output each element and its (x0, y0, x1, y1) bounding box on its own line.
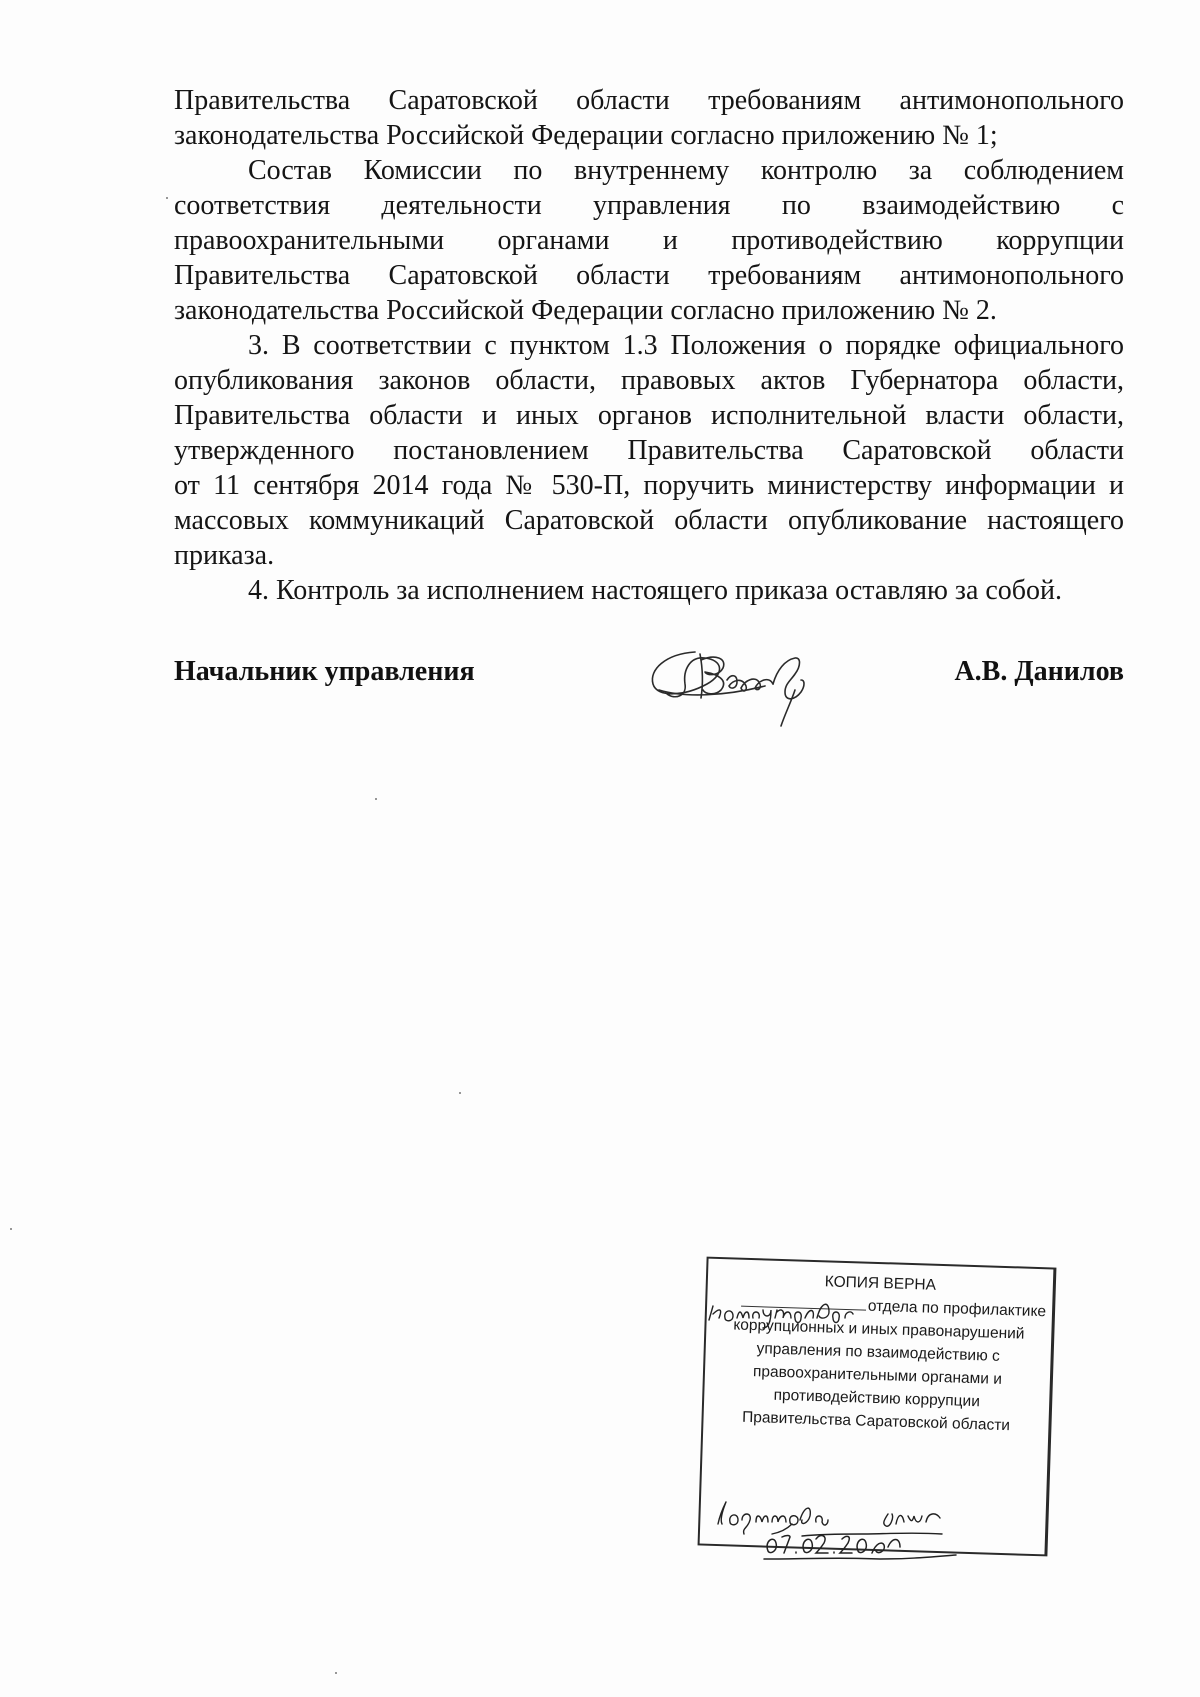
stamp-line: управления по взаимодействию с (756, 1340, 1001, 1365)
stamp-line: коррупционных и иных правонарушений (733, 1316, 1025, 1343)
scan-speck (335, 1672, 337, 1674)
paragraph-line: от 11 сентября 2014 года № 530-П, поручить министерству информации и (174, 470, 1124, 501)
document-body (174, 83, 1124, 608)
paragraph-line: законодательства Российской Федерации согласно приложению № 2. (174, 295, 997, 326)
copy-certified-stamp (698, 1257, 1057, 1557)
paragraph-line: Состав Комиссии по внутреннему контролю за соблюдением (248, 155, 1124, 186)
paragraph-line: соответствия деятельности управления по взаимодействию с (174, 190, 1124, 221)
paragraph-line: утвержденного постановлением Правительства Саратовской области (174, 435, 1124, 466)
scan-speck (10, 1228, 12, 1230)
stamp-blank (741, 1306, 866, 1311)
stamp-line: правоохранительными органами и (752, 1363, 1003, 1388)
paragraph-line: приказа. (174, 540, 275, 571)
paragraph-line: Правительства Саратовской области требованиям антимонопольного (174, 260, 1124, 291)
handwritten-signature (645, 640, 855, 730)
signatory-name: А.В. Данилов (954, 656, 1124, 687)
stamp-line-text: отдела по профилактике (867, 1297, 1047, 1321)
scan-speck (166, 197, 168, 199)
scan-speck (459, 1092, 461, 1094)
paragraph-line: 3. В соответствии с пунктом 1.3 Положения о порядке официального (248, 330, 1124, 361)
paragraph-line: 4. Контроль за исполнением настоящего приказа оставляю за собой. (248, 575, 1063, 606)
paragraph-line: Правительства области и иных органов исполнительной власти области, (174, 400, 1124, 431)
stamp-heading: КОПИЯ ВЕРНА (824, 1273, 937, 1294)
paragraph-line: правоохранительными органами и противодействию коррупции (174, 225, 1124, 256)
paragraph-line: законодательства Российской Федерации согласно приложению № 1; (174, 120, 998, 151)
scan-speck (375, 798, 377, 800)
paragraph-line: опубликования законов области, правовых актов Губернатора области, (174, 365, 1124, 396)
paragraph-line: Правительства Саратовской области требованиям антимонопольного (174, 85, 1124, 116)
paragraph-line: массовых коммуникаций Саратовской области опубликование настоящего (174, 505, 1124, 536)
stamp-line: противодействию коррупции (773, 1386, 981, 1411)
stamp-line: Правительства Саратовской области (741, 1408, 1011, 1435)
signatory-title: Начальник управления (174, 656, 475, 687)
